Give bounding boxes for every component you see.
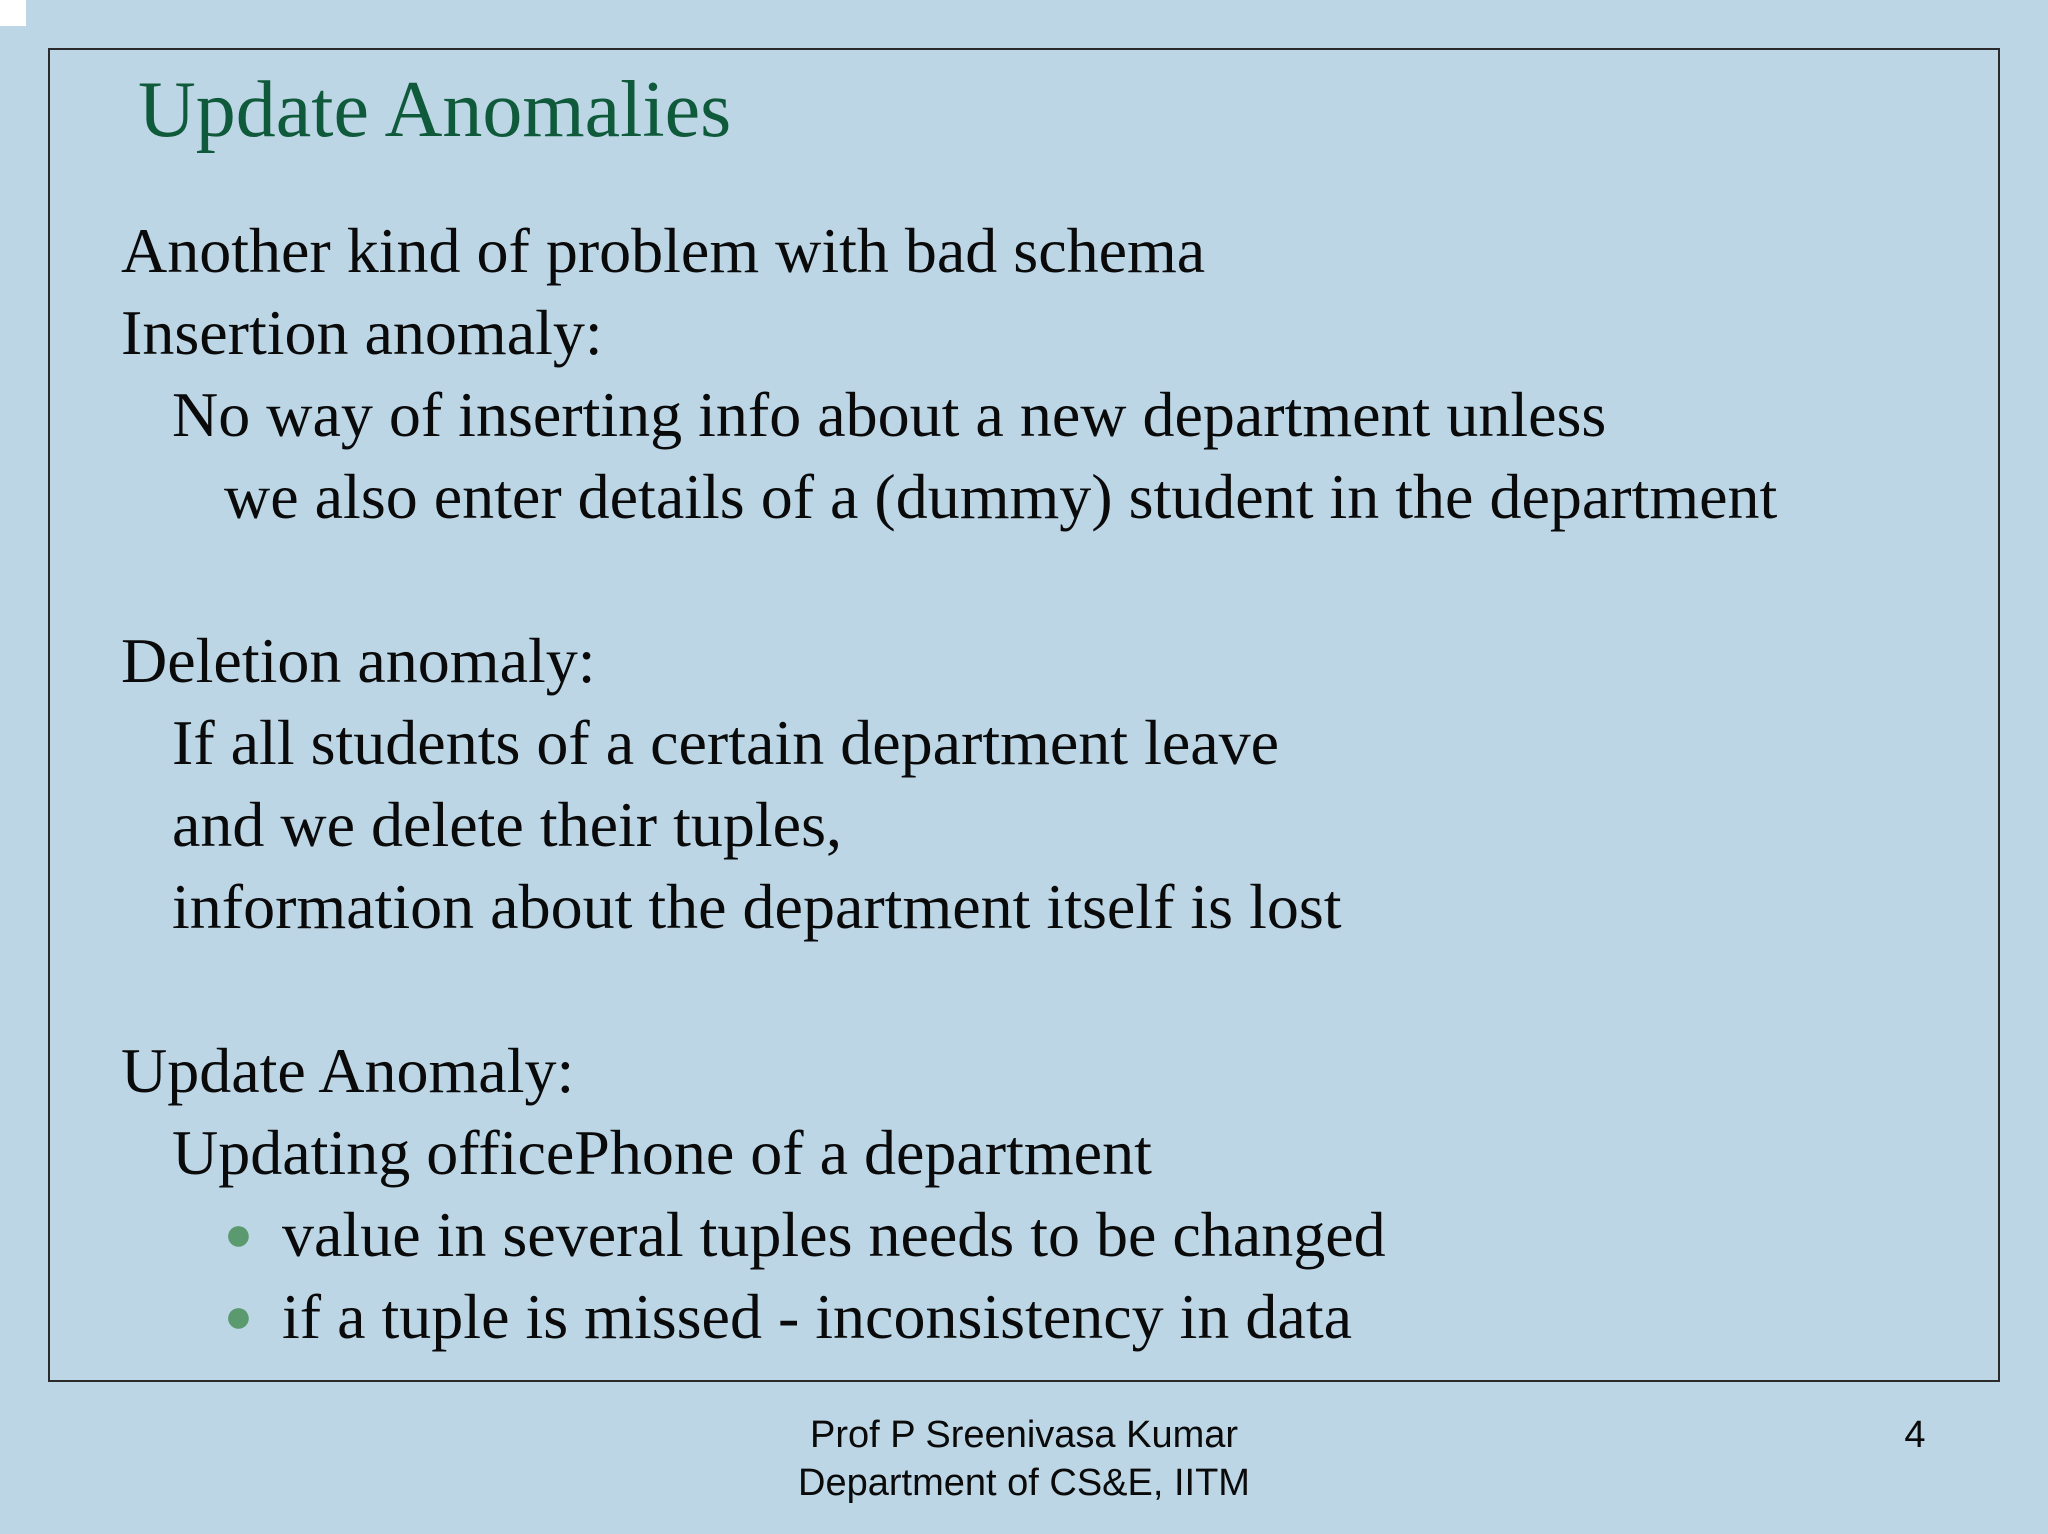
bullet-item [224,1276,1352,1358]
slide-title: Update Anomalies [138,66,732,154]
deletion-line-1: If all students of a certain department leave [172,707,1280,778]
footer-department: Department of CS&E, IITM [798,1462,1250,1504]
update-line-1: Updating officePhone of a department [172,1117,1152,1188]
update-heading: Update Anomaly: [121,1035,575,1106]
insertion-line-2: we also enter details of a (dummy) student in the department [224,461,1778,532]
insertion-heading: Insertion anomaly: [121,297,603,368]
bullet-text: if a tuple is missed - inconsistency in data [282,1281,1352,1352]
bullet-dot-icon: ● [224,1290,253,1343]
insertion-line-1: No way of inserting info about a new department unless [172,379,1607,450]
deletion-heading: Deletion anomaly: [121,625,596,696]
bullet-item [224,1194,1386,1276]
page-number: 4 [1904,1414,1926,1456]
bullet-text: value in several tuples needs to be changed [282,1199,1386,1270]
deletion-line-2: and we delete their tuples, [172,789,842,860]
deletion-line-3: information about the department itself is lost [172,871,1342,942]
corner-mark [0,0,26,26]
intro-text: Another kind of problem with bad schema [121,215,1206,286]
footer-author: Prof P Sreenivasa Kumar [809,1414,1239,1456]
bullet-dot-icon: ● [224,1208,253,1261]
